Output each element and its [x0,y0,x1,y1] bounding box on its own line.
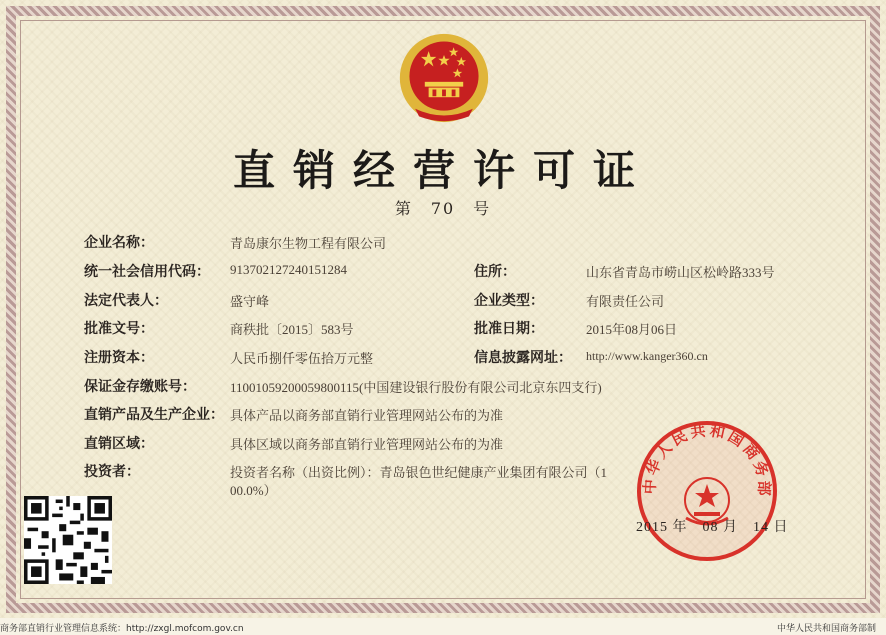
qr-code-icon [24,496,112,584]
value-company-name: 青岛康尔生物工程有限公司 [230,236,387,251]
value-approval-date: 2015年08月06日 [586,322,678,337]
national-emblem-icon [396,30,492,126]
value-approval-no: 商秩批〔2015〕583号 [230,322,354,337]
value-products: 具体产品以商务部直销行业管理网站公布的为准 [230,408,504,423]
label-credit-code: 统一社会信用代码： [84,264,210,280]
value-address: 山东省青岛市崂山区松岭路333号 [586,265,775,280]
footer-issuer: 中华人民共和国商务部制 [776,624,876,634]
value-investor-line2: 00.0%） [230,483,277,498]
certificate-number: 第 70 号 [394,199,492,218]
label-registered-capital: 注册资本： [84,350,154,366]
label-disclosure-url: 信息披露网址： [474,350,572,366]
value-credit-code: 913702127240151284 [230,262,347,277]
label-company-type: 企业类型： [474,293,544,309]
issue-date: 2015 年 08 月 14 日 [636,520,789,535]
value-company-type: 有限责任公司 [586,294,665,309]
label-deposit-account: 保证金存缴账号： [84,379,196,395]
svg-text:中华人民共和国商务部: 中华人民共和国商务部 [640,421,774,499]
certificate-title: 直销经营许可证 [232,146,653,195]
label-approval-date: 批准日期： [474,321,544,337]
label-legal-rep: 法定代表人： [84,293,168,309]
footer [0,618,886,635]
value-registered-capital: 人民币捌仟零伍拾万元整 [230,351,374,366]
label-region: 直销区域： [84,436,154,452]
official-seal-icon [634,418,780,564]
footer-system-url: 商务部直销行业管理信息系统：http://zxgl.mofcom.gov.cn [0,624,244,634]
value-disclosure-url: http://www.kanger360.cn [586,349,708,363]
label-company-name: 企业名称： [84,235,154,251]
label-investor: 投资者： [84,464,140,480]
label-address: 住所： [474,264,516,280]
label-products: 直销产品及生产企业： [84,407,224,423]
value-legal-rep: 盛守峰 [230,294,270,309]
value-region: 具体区域以商务部直销行业管理网站公布的为准 [230,437,504,452]
value-investor-line1: 投资者名称（出资比例）：青岛银色世纪健康产业集团有限公司（1 [230,465,608,480]
label-approval-no: 批准文号： [84,321,154,337]
value-deposit-account: 11001059200059800115(中国建设银行股份有限公司北京东四支行) [230,380,602,395]
